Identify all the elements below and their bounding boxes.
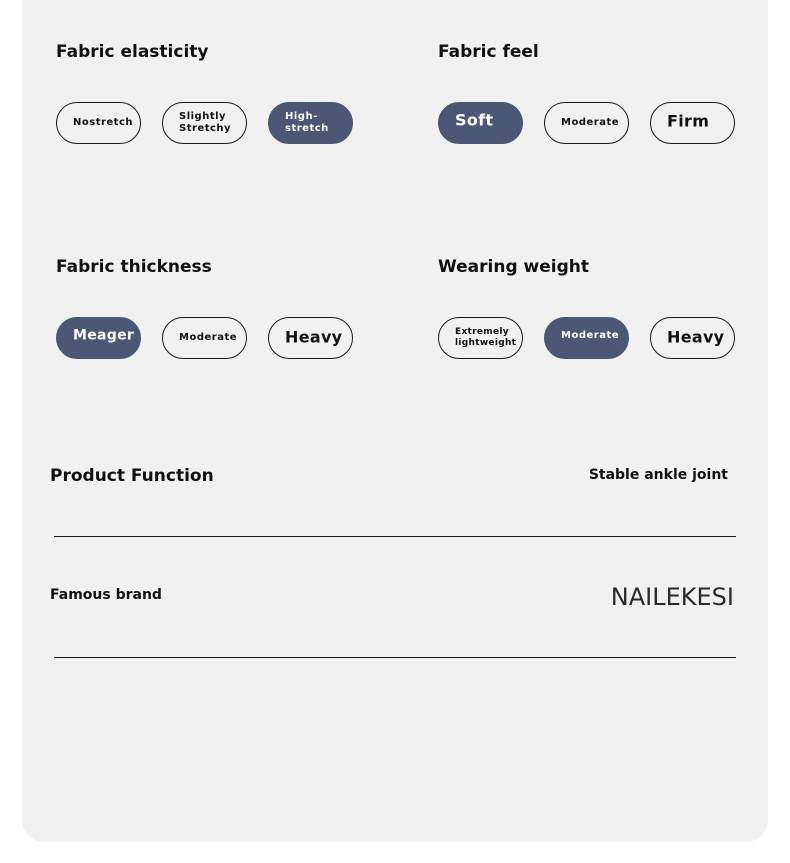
option-label: Moderate: [561, 330, 620, 342]
option-label: Nostretch: [73, 117, 134, 128]
brand-logo: NAILEKESI: [610, 583, 734, 611]
thickness-option-meager[interactable]: [56, 317, 141, 359]
thickness-option-heavy[interactable]: [268, 317, 353, 359]
option-label: Soft: [455, 110, 494, 130]
feel-option-moderate[interactable]: [544, 102, 629, 144]
feel-option-firm[interactable]: [650, 102, 735, 144]
option-label: Moderate: [179, 332, 238, 343]
divider: [54, 536, 736, 537]
elasticity-option-nostretch[interactable]: [56, 102, 141, 144]
option-label: Moderate: [561, 117, 620, 128]
option-label: Firm: [667, 111, 710, 131]
elasticity-option-slightly-stretchy[interactable]: [162, 102, 247, 144]
thickness-option-moderate[interactable]: [162, 317, 247, 359]
fabric-feel-title: Fabric feel: [438, 42, 539, 62]
product-function-value: Stable ankle joint: [588, 467, 728, 483]
weight-option-extremely-lightweight[interactable]: [438, 317, 523, 359]
option-label: Heavy: [667, 327, 725, 347]
option-label: Slightly Stretchy: [179, 111, 232, 134]
option-label: High-stretch: [285, 111, 329, 134]
weight-option-moderate[interactable]: [544, 317, 629, 359]
fabric-elasticity-title: Fabric elasticity: [56, 42, 209, 62]
wearing-weight-title: Wearing weight: [438, 257, 590, 277]
option-label: Meager: [73, 327, 135, 344]
elasticity-option-high-stretch[interactable]: [268, 102, 353, 144]
famous-brand-label: Famous brand: [50, 587, 162, 603]
product-function-label: Product Function: [50, 466, 214, 486]
weight-option-heavy[interactable]: [650, 317, 735, 359]
option-label: Heavy: [285, 327, 343, 347]
option-label: Extremely lightweight: [455, 327, 517, 348]
feel-option-soft[interactable]: [438, 102, 523, 144]
divider: [54, 657, 736, 658]
fabric-thickness-title: Fabric thickness: [56, 257, 212, 277]
